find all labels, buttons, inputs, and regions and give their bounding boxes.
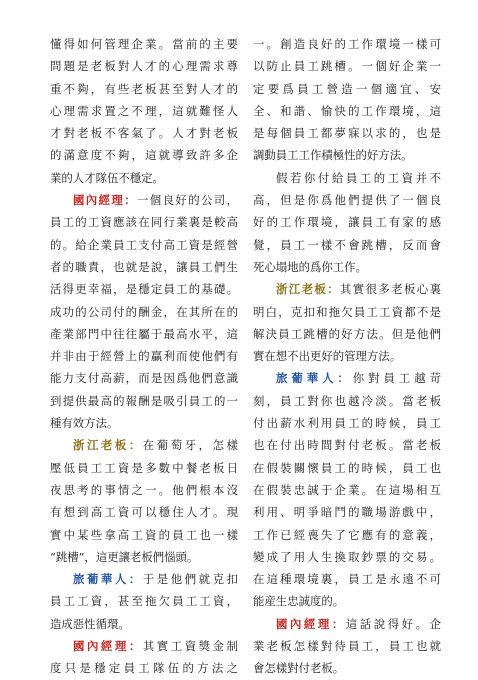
speaker-line [253, 613, 441, 635]
text-line [50, 301, 238, 323]
line-text: 實在想不出更好的管理方法。 [253, 349, 402, 364]
speaker-line [50, 568, 238, 590]
text-line [253, 211, 441, 233]
line-text: 重不夠，有些老板甚至對人才的 [50, 81, 238, 96]
line-text: 到提供最高的報酬是吸引員工的一 [50, 393, 238, 408]
line-text: 能力支付高薪，而是因爲他們意識 [50, 371, 238, 386]
line-text: 覺，員工一樣不會跳槽，反而會 [253, 237, 441, 252]
line-text: 全、和諧、愉快的工作環境，這 [253, 103, 441, 118]
line-text: 工作已經喪失了它應有的意義， [253, 527, 441, 542]
line-text: 你對員工越苛 [352, 371, 441, 386]
line-text: 的。給企業員工支付高工資是經營 [50, 237, 238, 252]
text-line [50, 144, 238, 166]
text-line [50, 167, 238, 189]
text-line [253, 323, 441, 345]
text-line [253, 390, 441, 412]
speaker-label: 浙江老板： [276, 282, 340, 297]
line-text: 成功的公司付的酬金，在其所在的 [50, 304, 238, 319]
text-line [50, 524, 238, 546]
text-line [50, 367, 238, 389]
speaker-label: 旅葡華人： [276, 371, 353, 386]
text-line [253, 590, 441, 612]
text-line [50, 278, 238, 300]
line-text: 解決員工跳槽的好方法。但是他們 [253, 326, 441, 341]
text-line [50, 100, 238, 122]
line-text: 在假裝關懷員工的時候，員工也 [253, 460, 441, 475]
speaker-label: 國內經理： [276, 616, 346, 631]
line-text: 在這種環境裏，員工是永遠不可 [253, 572, 441, 587]
text-line [50, 390, 238, 412]
text-line [253, 78, 441, 100]
line-text: 其實很多老板心裏 [340, 282, 441, 297]
speaker-line [50, 635, 238, 657]
line-text: 懂得如何管理企業。當前的主要 [50, 37, 238, 51]
line-text: 在葡萄牙，怎樣 [142, 438, 238, 453]
line-text: 變成了用人生換取鈔票的交易。 [253, 549, 441, 564]
text-line [253, 412, 441, 434]
right-column [253, 33, 441, 680]
line-text: 員工的工資應該在同行業裏是較高 [50, 215, 238, 230]
line-text: 假若你付給員工的工資并不 [276, 170, 441, 185]
text-line [50, 234, 238, 256]
text-line [253, 55, 441, 77]
speaker-line [50, 189, 238, 211]
text-line [253, 100, 441, 122]
speaker-label: 國內經理： [73, 639, 143, 654]
line-text: 刻，員工對你也越冷淡。當老板 [253, 393, 441, 408]
line-text: 定要爲員工營造一個適宜、安 [253, 81, 441, 96]
speaker-label: 旅葡華人： [73, 572, 143, 587]
text-line [253, 144, 441, 166]
line-text: 度只是穩定員工隊伍的方法之 [50, 661, 238, 676]
left-column [50, 33, 238, 680]
speaker-line [253, 278, 441, 300]
text-line [253, 524, 441, 546]
line-text: 一。創造良好的工作環境一樣可 [253, 37, 441, 51]
line-text: 利用、明爭暗鬥的職場游戲中， [253, 505, 441, 520]
speaker-line [50, 434, 238, 456]
line-text: 實中某些拿高工資的員工也一樣 [50, 527, 238, 542]
line-text: “跳槽”，這更讓老板們惱頭。 [50, 549, 199, 564]
line-text: 種有效方法。 [50, 416, 119, 431]
text-line [253, 479, 441, 501]
text-line [50, 256, 238, 278]
line-text: 高，但是你爲他們提供了一個良 [253, 193, 441, 208]
text-line [253, 167, 441, 189]
text-line [253, 501, 441, 523]
line-text: 也在付出時間對付老板。當老板 [253, 438, 441, 453]
text-line [50, 457, 238, 479]
speaker-line [253, 367, 441, 389]
text-line [50, 479, 238, 501]
text-line [50, 613, 238, 635]
line-text: 活得更幸福，是穩定員工的基礎。 [50, 282, 238, 297]
text-line [50, 55, 238, 77]
text-line [253, 189, 441, 211]
text-line [253, 546, 441, 568]
line-text: 在假裝忠誠于企業。在這場相互 [253, 482, 441, 497]
line-text: 其實工資獎金制 [142, 639, 238, 654]
text-line [50, 323, 238, 345]
line-text: 心理需求置之不理，這就難怪人 [50, 103, 238, 118]
line-text: 一個良好的公司， [137, 193, 238, 208]
line-text: 壓低員工工資是多數中餐老板日 [50, 460, 238, 475]
text-line [50, 501, 238, 523]
text-line [50, 412, 238, 434]
line-text: 有想到高工資可以穩住人才。現 [50, 505, 238, 520]
line-text: 員工工資，甚至拖欠員工工資， [50, 594, 238, 609]
line-text: 造成惡性循環。 [50, 616, 130, 631]
line-text: 調動員工工作積極性的好方法。 [253, 148, 413, 163]
speaker-label: 國內經理： [73, 193, 137, 208]
line-text: 于是他們就克扣 [142, 572, 238, 587]
line-text: 業的人才隊伍不穩定。 [50, 170, 164, 185]
text-line [253, 457, 441, 479]
text-line [50, 78, 238, 100]
line-text: 夜思考的事情之一。他們根本沒 [50, 482, 238, 497]
line-text: 付出薪水利用員工的時候，員工 [253, 416, 441, 431]
line-text: 產業部門中往往屬于最高水平，這 [50, 326, 238, 341]
text-line [253, 301, 441, 323]
line-text: 會怎樣對付老板。 [253, 661, 345, 676]
line-text: 并非由于經營上的贏利而使他們有 [50, 349, 238, 364]
line-text: 問題是老板對人才的心理需求尊 [50, 59, 238, 74]
text-line [50, 657, 238, 679]
text-line [253, 434, 441, 456]
line-text: 以防止員工跳槽。一個好企業一 [253, 59, 441, 74]
text-line [50, 33, 238, 55]
text-line [253, 122, 441, 144]
text-line [50, 590, 238, 612]
line-text: 死心塌地的爲你工作。 [253, 259, 367, 274]
line-text: 這話說得好。企 [345, 616, 441, 631]
line-text: 是每個員工都夢寐以求的，也是 [253, 126, 441, 141]
text-line [253, 657, 441, 679]
text-line [253, 33, 441, 55]
speaker-label: 浙江老板： [73, 438, 143, 453]
text-line [253, 256, 441, 278]
line-text: 好的工作環境，讓員工有家的感 [253, 215, 441, 230]
line-text: 明白，克扣和拖欠員工工資都不是 [253, 304, 441, 319]
text-line [50, 546, 238, 568]
text-line [50, 211, 238, 233]
line-text: 才對老板不客氣了。人才對老板 [50, 126, 238, 141]
line-text: 能産生忠誠度的。 [253, 594, 345, 609]
text-line [253, 345, 441, 367]
text-line [253, 234, 441, 256]
line-text: 業老板怎樣對待員工，員工也就 [253, 639, 441, 654]
text-line [50, 345, 238, 367]
text-line [253, 568, 441, 590]
text-line [50, 122, 238, 144]
line-text: 者的職責，也就是說，讓員工們生 [50, 259, 238, 274]
text-line [253, 635, 441, 657]
line-text: 的滿意度不夠，這就導致許多企 [50, 148, 238, 163]
